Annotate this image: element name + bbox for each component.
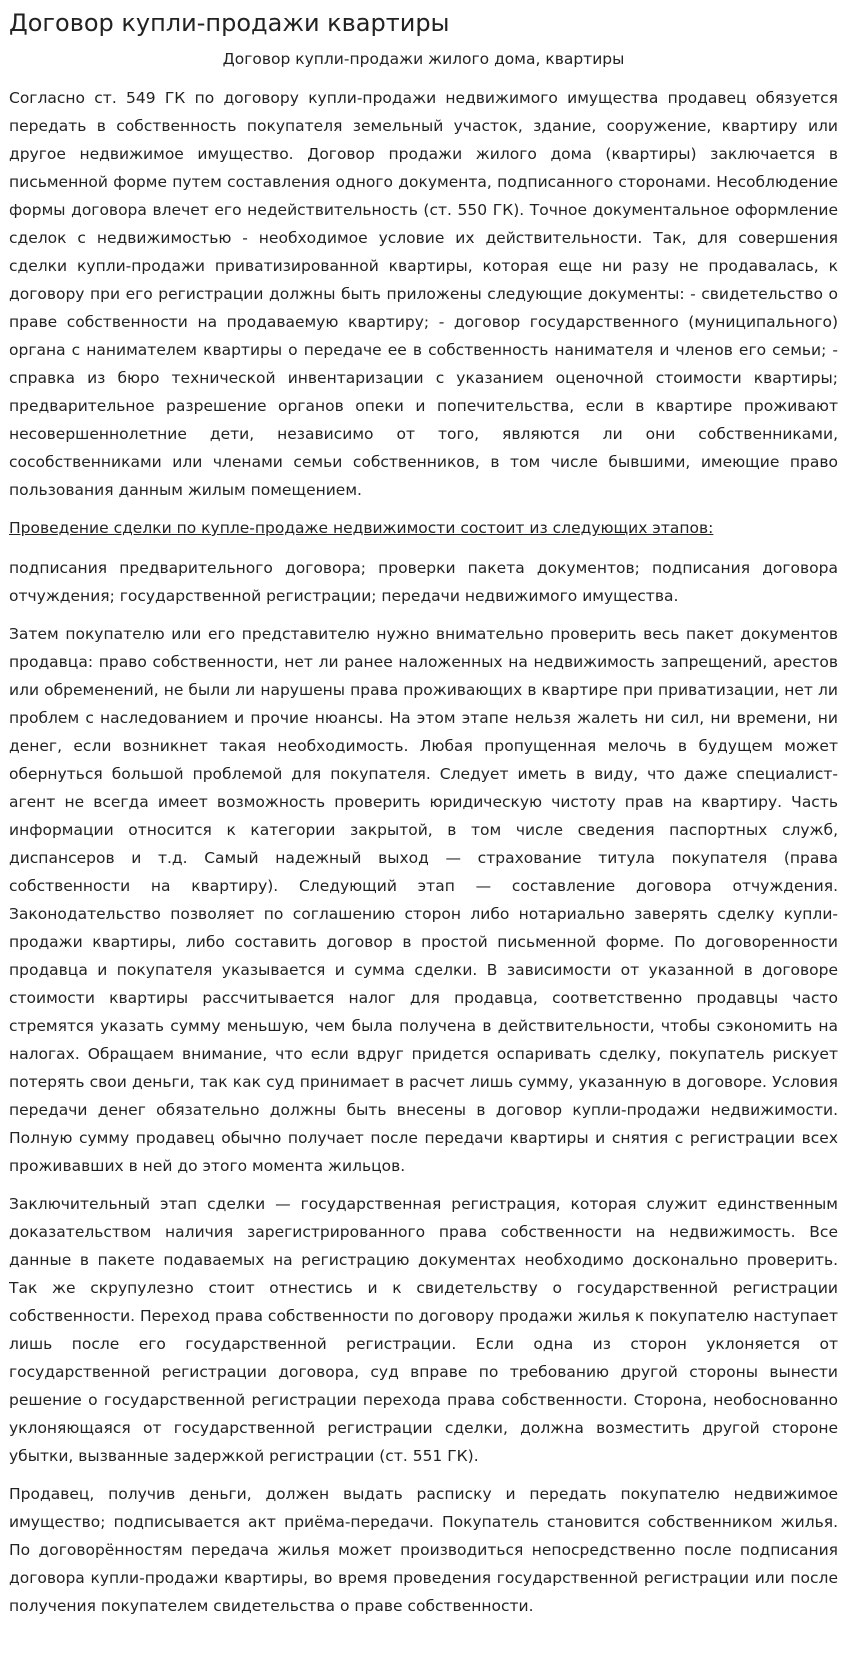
page-subtitle: Договор купли-продажи жилого дома, квартиры bbox=[222, 50, 625, 68]
paragraph-transfer: Продавец, получив деньги, должен выдать расписку и передать покупателю недвижимое имущество; подписывается акт приёма-передачи. Покупатель становится собственником жилья. По договорённостям передача жилья может производиться непосредственно после подписания договора купли-продажи квартиры, во время проведения государственной регистрации или после получения покупателем свидетельства о праве собственности. bbox=[9, 1485, 838, 1615]
paragraph-stages: подписания предварительного договора; проверки пакета документов; подписания договора отчуждения; государственной регистрации; передачи недвижимого имущества. bbox=[9, 559, 838, 605]
paragraph-intro: Согласно ст. 549 ГК по договору купли-продажи недвижимого имущества продавец обязуется передать в собственность покупателя земельный участок, здание, сооружение, квартиру или другое недвижимое имущество. Договор продажи жилого дома (квартиры) заключается в письменной форме путем составления одного документа, подписанного сторонами. Несоблюдение формы договора влечет его недействительность (ст. 550 ГК). Точное документальное оформление сделок с недвижимостью - необходимое условие их действительности. Так, для совершения сделки купли-продажи приватизированной квартиры, которая еще ни разу не продавалась, к договору при его регистрации должны быть приложены следующие документы: - свидетельство о праве собственности на продаваемую квартиру; - договор государственного (муниципального) органа с нанимателем квартиры о передаче ее в собственность нанимателя и членов его семьи; - справка из бюро технической инвентаризации с указанием оценочной стоимости квартиры; предварительное разрешение органов опеки и попечительства, если в квартире проживают несовершеннолетние дети, независимо от того, являются ли они собственниками, сособственниками или членами семьи собственников, в том числе бывшими, имеющие право пользования данным жилым помещением. bbox=[9, 89, 838, 499]
paragraph-document-check: Затем покупателю или его представителю нужно внимательно проверить весь пакет документов продавца: право собственности, нет ли ранее наложенных на недвижимость запрещений, арестов или обременений, не были ли нарушены права проживающих в квартире при приватизации, нет ли проблем с наследованием и прочие нюансы. На этом этапе нельзя жалеть ни сил, ни времени, ни денег, если возникнет такая необходимость. Любая пропущенная мелочь в будущем может обернуться большой проблемой для покупателя. Следует иметь в виду, что даже специалист-агент не всегда имеет возможность проверить юридическую чистоту прав на квартиру. Часть информации относится к категории закрытой, в том числе сведения паспортных служб, диспансеров и т.д. Самый надежный выход — страхование титула покупателя (права собственности на квартиру). Следующий этап — составление договора отчуждения. Законодательство позволяет по соглашению сторон либо нотариально заверять сделку купли-продажи квартиры, либо составить договор в простой письменной форме. По договоренности продавца и покупателя указывается и сумма сделки. В зависимости от указанной в договоре стоимости квартиры рассчитывается налог для продавца, соответственно продавцы часто стремятся указать сумму меньшую, чем была получена в действительности, чтобы сэкономить на налогах. Обращаем внимание, что если вдруг придется оспаривать сделку, покупатель рискует потерять свои деньги, так как суд принимает в расчет лишь сумму, указанную в договоре. Условия передачи денег обязательно должны быть внесены в договор купли-продажи недвижимости. Полную сумму продавец обычно получает после передачи квартиры и снятия с регистрации всех проживавших в ней до этого момента жильцов. bbox=[9, 625, 838, 1175]
stages-heading: Проведение сделки по купле-продаже недвижимости состоит из следующих этапов: bbox=[9, 519, 714, 537]
page-title: Договор купли-продажи квартиры bbox=[9, 9, 450, 37]
paragraph-registration: Заключительный этап сделки — государственная регистрация, которая служит единственным доказательством наличия зарегистрированного права собственности на недвижимость. Все данные в пакете подаваемых на регистрацию документах необходимо досконально проверить. Так же скрупулезно стоит отнестись и к свидетельству о государственной регистрации собственности. Переход права собственности по договору продажи жилья к покупателю наступает лишь после его государственной регистрации. Если одна из сторон уклоняется от государственной регистрации договора, суд вправе по требованию другой стороны вынести решение о государственной регистрации перехода права собственности. Сторона, необоснованно уклоняющаяся от государственной регистрации сделки, должна возместить другой стороне убытки, вызванные задержкой регистрации (ст. 551 ГК). bbox=[9, 1195, 838, 1465]
